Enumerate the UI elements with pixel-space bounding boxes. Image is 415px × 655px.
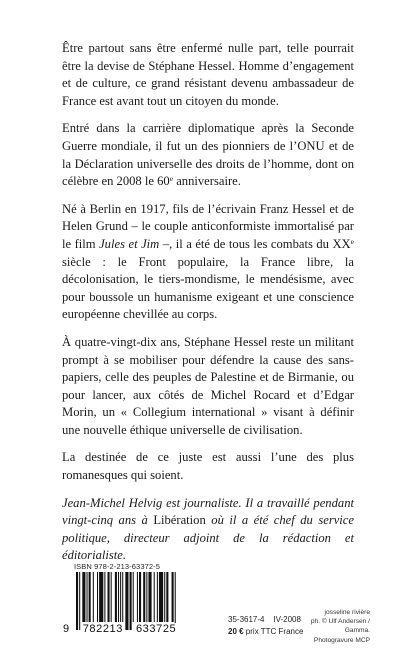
barcode-bar	[108, 572, 110, 622]
barcode-bar	[82, 572, 85, 622]
photogravure-credit: Photogravure MCP	[313, 636, 370, 644]
barcode-bar	[79, 572, 80, 630]
paragraph-4: À quatre-vingt-dix ans, Stéphane Hessel reste un militant prompt à se mobiliser pour défendre la cause des sans-papiers, celle des peuples de Palestine et de Birmanie, ou pour lancer, aux côtés de Michel Rocard et d’Edgar Morin, un « Collegium international » visant à définir une nouvelle éthique universelle de civilisation.	[62, 334, 354, 437]
barcode-bar	[130, 572, 132, 630]
barcode-bar	[137, 572, 138, 622]
barcode-bar	[99, 572, 103, 622]
barcode-bar	[120, 572, 121, 622]
barcode-bar	[118, 572, 119, 622]
barcode-bar	[104, 572, 105, 622]
isbn-label: ISBN 978-2-213-63372-5	[74, 562, 161, 571]
blurb	[62, 40, 354, 575]
barcode-bar	[89, 572, 91, 622]
reference-code: 35-3617-4 IV-2008	[228, 615, 301, 624]
paragraph-1: Être partout sans être enfermé nulle part, telle pourrait être la devise de Stéphane Hessel. Homme d’engagement et de culture, ce grand résistant devenu ambassadeur de France est avant tout un citoyen du monde.	[62, 41, 354, 108]
author-bio: Jean-Michel Helvig est journaliste. Il a travaillé pendant vingt-cinq ans à Libération où il a été chef du service politique, directeur adjoint de la rédaction et éditorialiste.	[62, 495, 354, 563]
barcode-bar	[122, 572, 123, 622]
barcode-bar	[175, 572, 176, 630]
barcode-bar	[139, 572, 141, 622]
film-title: Jules et Jim	[99, 236, 160, 251]
newspaper-name: Libération	[153, 513, 206, 528]
barcode-bar	[97, 572, 98, 622]
barcode-bar	[111, 572, 112, 622]
barcode-bar	[133, 572, 134, 622]
barcode-bar	[164, 572, 165, 622]
price: 20 € prix TTC France	[228, 627, 304, 636]
barcode-bar	[172, 572, 174, 622]
barcode-bar	[143, 572, 145, 622]
barcode-bar	[125, 572, 128, 630]
barcode-digits: 9 782213 633725	[63, 623, 177, 635]
paragraph-5: La destinée de ce juste est aussi l’une des plus romanesques qui soient.	[62, 450, 354, 483]
credits	[300, 608, 370, 645]
barcode-bar	[93, 572, 94, 622]
barcode-bar	[146, 572, 147, 622]
paragraph-2: Entré dans la carrière diplomatique après la Seconde Guerre mondiale, il fut un des pionniers de l’ONU et de la Déclaration universelle des droits de l’homme, dont on célèbre en 2008 le 60e anniversaire.	[62, 121, 354, 189]
barcode-bar	[148, 572, 151, 622]
photo-credit: ph. © Ulf Andersen / Gamma.	[310, 618, 370, 635]
barcode-bar	[157, 572, 158, 622]
barcode-bar	[154, 572, 155, 622]
barcode-bar	[87, 572, 88, 622]
barcode-bar	[159, 572, 163, 622]
barcode-bar	[76, 572, 78, 630]
paragraph-3: Né à Berlin en 1917, fils de l’écrivain Franz Hessel et de Helen Grund – le couple anticonformiste immortalisé par le film Jules et Jim –, il a été de tous les combats du XXe siècle : le Front populaire, la France libre, la décolonisation, le tiers-mondisme, le mendésisme, avec pour boussole un humanisme exigeant et une conscience européenne chevillée au corps.	[62, 201, 354, 322]
designer-credit: josseline rivière	[324, 609, 370, 616]
barcode-bar	[166, 572, 168, 622]
barcode-bar	[115, 572, 117, 622]
